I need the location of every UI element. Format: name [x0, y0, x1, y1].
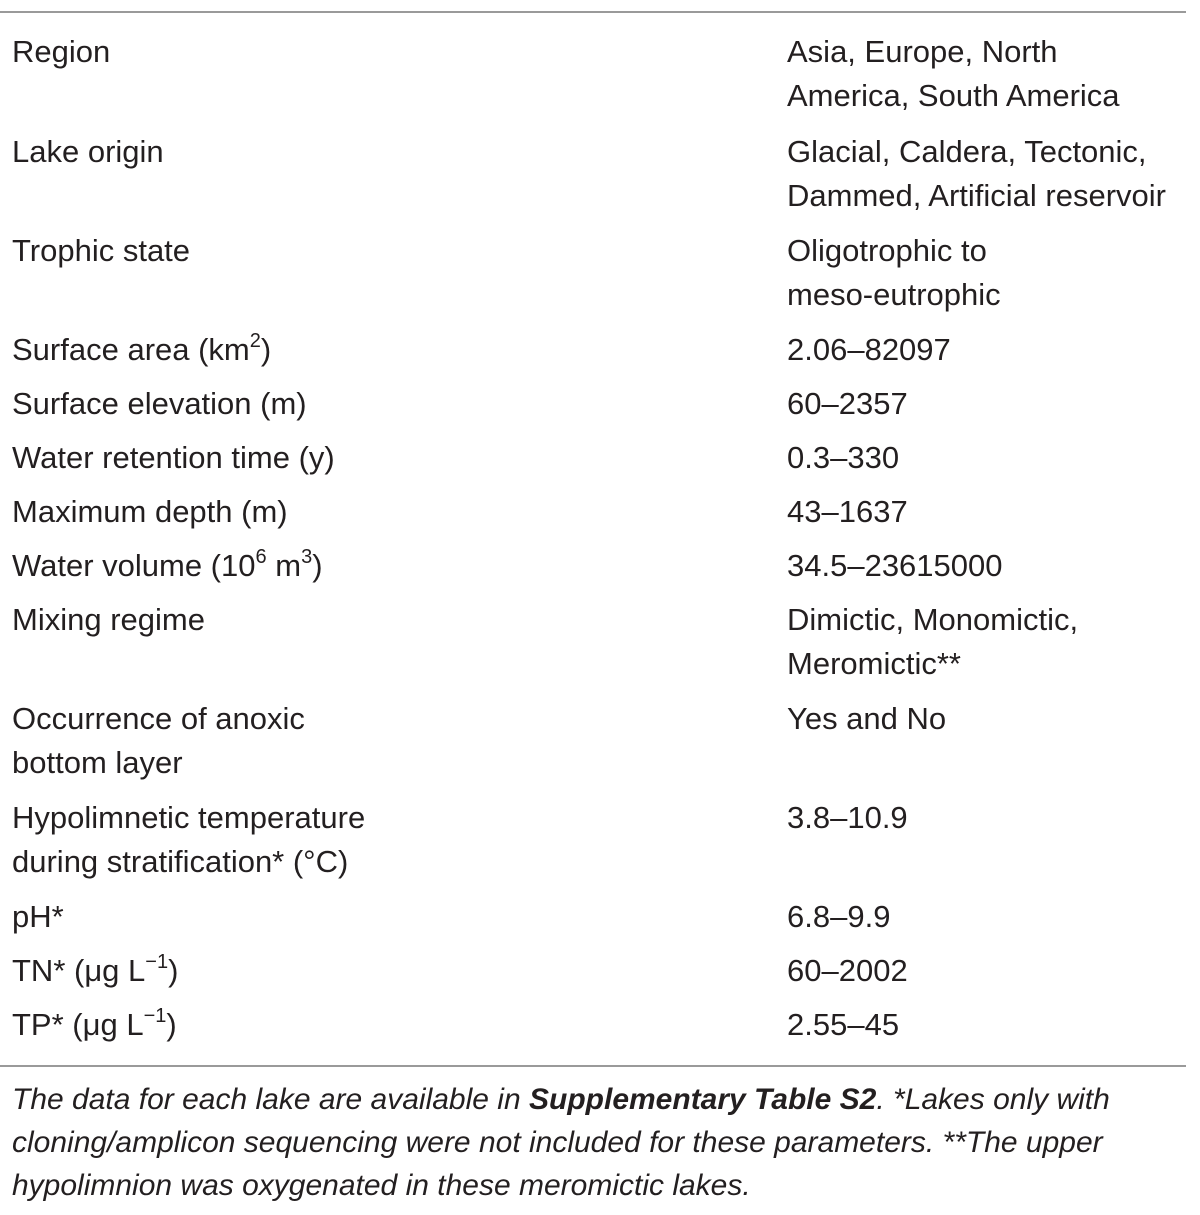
table-footnote — [12, 1078, 1192, 1207]
row-value: 34.5–23615000 — [787, 548, 1003, 583]
row-value — [787, 229, 1001, 317]
supplementary-table-link[interactable]: Supplementary Table S2 — [529, 1083, 877, 1116]
row-value — [787, 130, 1166, 218]
row-value: 43–1637 — [787, 494, 908, 529]
row-parameter: pH* — [12, 899, 64, 934]
param-text: m — [266, 548, 302, 583]
row-value: 3.8–10.9 — [787, 800, 908, 835]
row-parameter-line: during stratification* (°C) — [12, 844, 349, 879]
row-value: 6.8–9.9 — [787, 899, 891, 934]
row-value — [787, 598, 1078, 686]
row-value-line: Meromictic** — [787, 646, 961, 681]
row-value-line: Oligotrophic to — [787, 233, 987, 268]
param-text: TP* (μg L — [12, 1007, 144, 1042]
row-value: 2.55–45 — [787, 1007, 900, 1042]
param-text: TN* (μg L — [12, 953, 146, 988]
row-parameter-line: bottom layer — [12, 745, 183, 780]
row-parameter: Region — [12, 34, 111, 69]
row-parameter — [12, 796, 365, 884]
row-parameter: Water retention time (y) — [12, 440, 335, 475]
footnote-text: . *Lakes only with cloning/amplicon sequencing were not included for these parameters. **The upper hypolimnion was oxygenated in these meromictic lakes. — [12, 1083, 1110, 1202]
row-value: 0.3–330 — [787, 440, 900, 475]
row-value — [787, 30, 1120, 118]
row-parameter — [12, 1003, 177, 1047]
table-top-rule — [0, 11, 1186, 13]
row-value-line: Asia, Europe, North — [787, 34, 1058, 69]
row-parameter — [12, 949, 178, 993]
table-bottom-rule — [0, 1065, 1186, 1067]
row-value-line: Dimictic, Monomictic, — [787, 602, 1079, 637]
row-value: 60–2357 — [787, 386, 908, 421]
param-text: ) — [312, 548, 323, 583]
param-text: Surface area (km — [12, 332, 250, 367]
row-value-line: meso-eutrophic — [787, 277, 1001, 312]
row-value-line: Dammed, Artificial reservoir — [787, 178, 1166, 213]
row-value-line: Glacial, Caldera, Tectonic, — [787, 134, 1147, 169]
row-parameter-line: Hypolimnetic temperature — [12, 800, 366, 835]
row-value-line: America, South America — [787, 78, 1120, 113]
footnote-text: The data for each lake are available in — [12, 1083, 529, 1116]
param-superscript: 3 — [301, 546, 313, 568]
row-value: Yes and No — [787, 701, 947, 736]
row-parameter: Lake origin — [12, 134, 164, 169]
row-parameter-line: Occurrence of anoxic — [12, 701, 305, 736]
param-text: ) — [168, 953, 179, 988]
param-text: ) — [166, 1007, 177, 1042]
param-superscript: 6 — [255, 546, 267, 568]
param-text: Water volume (10 — [12, 548, 256, 583]
row-parameter — [12, 328, 271, 372]
row-parameter: Surface elevation (m) — [12, 386, 307, 421]
param-superscript: −1 — [143, 1005, 167, 1027]
row-parameter: Mixing regime — [12, 602, 205, 637]
row-parameter — [12, 697, 305, 785]
row-parameter: Trophic state — [12, 233, 191, 268]
param-text: ) — [260, 332, 272, 367]
row-value: 2.06–82097 — [787, 332, 951, 367]
row-value: 60–2002 — [787, 953, 908, 988]
param-superscript: 2 — [249, 330, 261, 352]
row-parameter: Maximum depth (m) — [12, 494, 288, 529]
param-superscript: −1 — [145, 951, 169, 973]
row-parameter — [12, 544, 323, 588]
